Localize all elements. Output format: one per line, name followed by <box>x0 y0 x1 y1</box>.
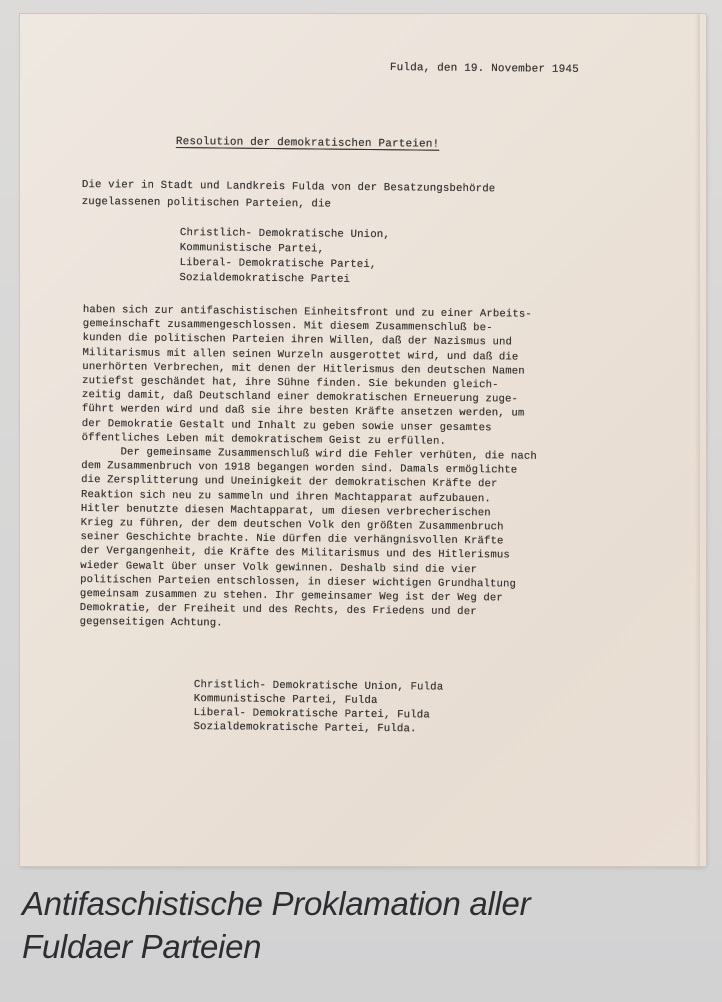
document-date: Fulda, den 19. November 1945 <box>389 62 580 76</box>
party-list: Christlich- Demokratische Union, Kommunistische Partei, Liberal- Demokratische Partei, Sozialdemokratische Partei <box>179 226 391 286</box>
body-text: haben sich zur antifaschistischen Einheitsfront und zu einer Arbeits- gemeinschaft zusammengeschlossen. Mit diesem Zusammenschluß be- kunden die politischen Parteien ihren Willen, daß der Nazismus und Militarismus mit allen seinen Wurzeln ausgerottet wird, und daß die unerhörten Verbrechen, mit denen der Hitlerismus den deutschen Namen zutiefst geschändet hat, ihre Sühne finden. Sie bekunden gleich- zeitig damit, daß Deutschland einer demokratischen Erneuerung zuge- führt werden wird und daß sie ihre besten Kräfte ansetzen werden, um der Demokratie Gestalt und Inhalt zu geben sowie unser gesamtes öffentliches Leben mit demokratischem Geist zu erfüllen. Der gemeinsame Zusammenschluß wird die Fehler verhüten, die nach dem Zusammenbruch von 1918 begangen worden sind. Damals ermöglichte die Zersplitterung und Uneinigkeit der demokratischen Kräfte der Reaktion sich neu zu sammeln und ihren Machtapparat aufzubauen. Hitler benutzte diesen Machtapparat, um diesen verbrecherischen Krieg zu führen, der dem deutschen Volk den größten Zusammenbruch seiner Geschichte brachte. Nie dürfen die verhängnisvollen Kräfte der Vergangenheit, die Kräfte des Militarismus und des Hitlerismus wieder Gewalt über unser Volk gewinnen. Deshalb sind die vier politischen Parteien entschlossen, in dieser wichtigen Grundhaltung gemeinsam zusammen zu stehen. Ihr gemeinsamer Weg ist der Weg der Demokratie, der Freiheit und des Rechts, des Friedens und der gegenseitigen Achtung. <box>79 303 537 630</box>
intro-paragraph: Die vier in Stadt und Landkreis Fulda von der Besatzungsbehörde zugelassenen politischen Parteien, die <box>81 178 496 211</box>
typewritten-document <box>20 14 706 866</box>
exhibit-caption: Antifaschistische Proklamation aller Fuldaer Parteien <box>22 885 531 965</box>
signatory-list: Christlich- Demokratische Union, Fulda Kommunistische Partei, Fulda Liberal- Demokratische Partei, Fulda Sozialdemokratische Partei, Fulda. <box>193 678 444 736</box>
document-title: Resolution der demokratischen Parteien! <box>175 136 440 151</box>
